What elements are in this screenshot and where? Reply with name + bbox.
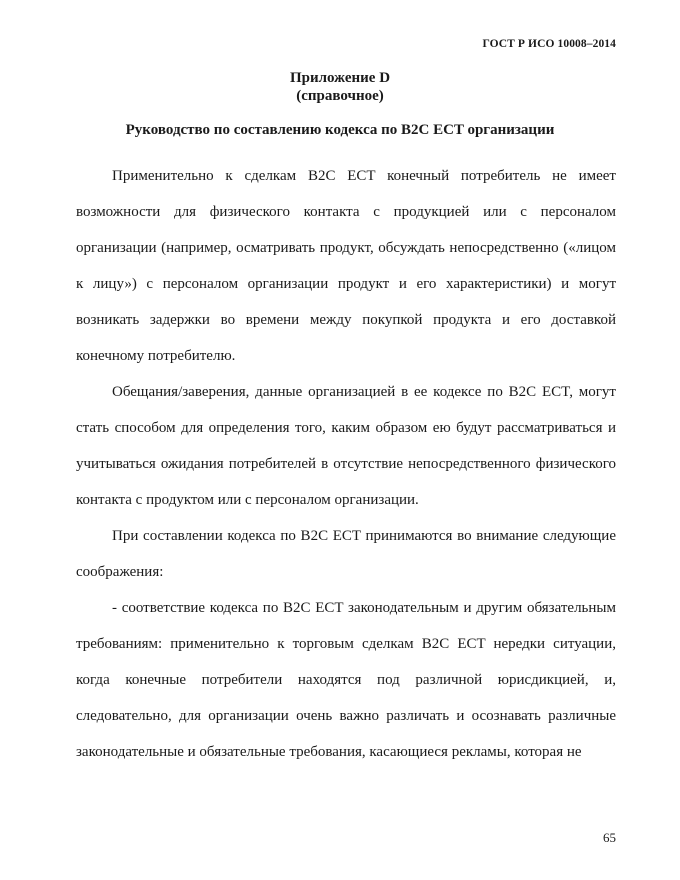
- appendix-note: (справочное): [296, 88, 384, 104]
- appendix-title: Приложение D: [289, 70, 391, 86]
- body-text: [76, 158, 616, 770]
- paragraph: При составлении кодекса по B2C ECT принимаются во внимание следующие соображения:: [76, 528, 616, 580]
- paragraph: Применительно к сделкам B2C ECT конечный потребитель не имеет возможности для физического контакта с продукцией или с персоналом организации (например, осматривать продукт, обсуждать непосредственно («лицом к лицу») с персоналом организации продукт и его характеристики) и могут возникать задержки во времени между покупкой продукта и его доставкой конечному потребителю.: [76, 168, 616, 364]
- section-title: Руководство по составлению кодекса по B2C ECT организации: [125, 122, 555, 138]
- page-number: 65: [603, 830, 616, 845]
- paragraph: Обещания/заверения, данные организацией в ее кодексе по B2C ECT, могут стать способом для определения того, каким образом ею будут рассматриваться и учитываться ожидания потребителей в отсутствие непосредственного физического контакта с продуктом или с персоналом организации.: [76, 384, 616, 508]
- paragraph: - соответствие кодекса по B2C ECT законодательным и другим обязательным требованиям: применительно к торговым сделкам B2C ECT нередки ситуации, когда конечные потребители находятся под различной юрисдикцией, и, следовательно, для организации очень важно различать и осознавать различные законодательные и обязательные требования, касающиеся рекламы, которая не: [76, 600, 616, 760]
- standard-code: ГОСТ Р ИСО 10008–2014: [482, 38, 616, 50]
